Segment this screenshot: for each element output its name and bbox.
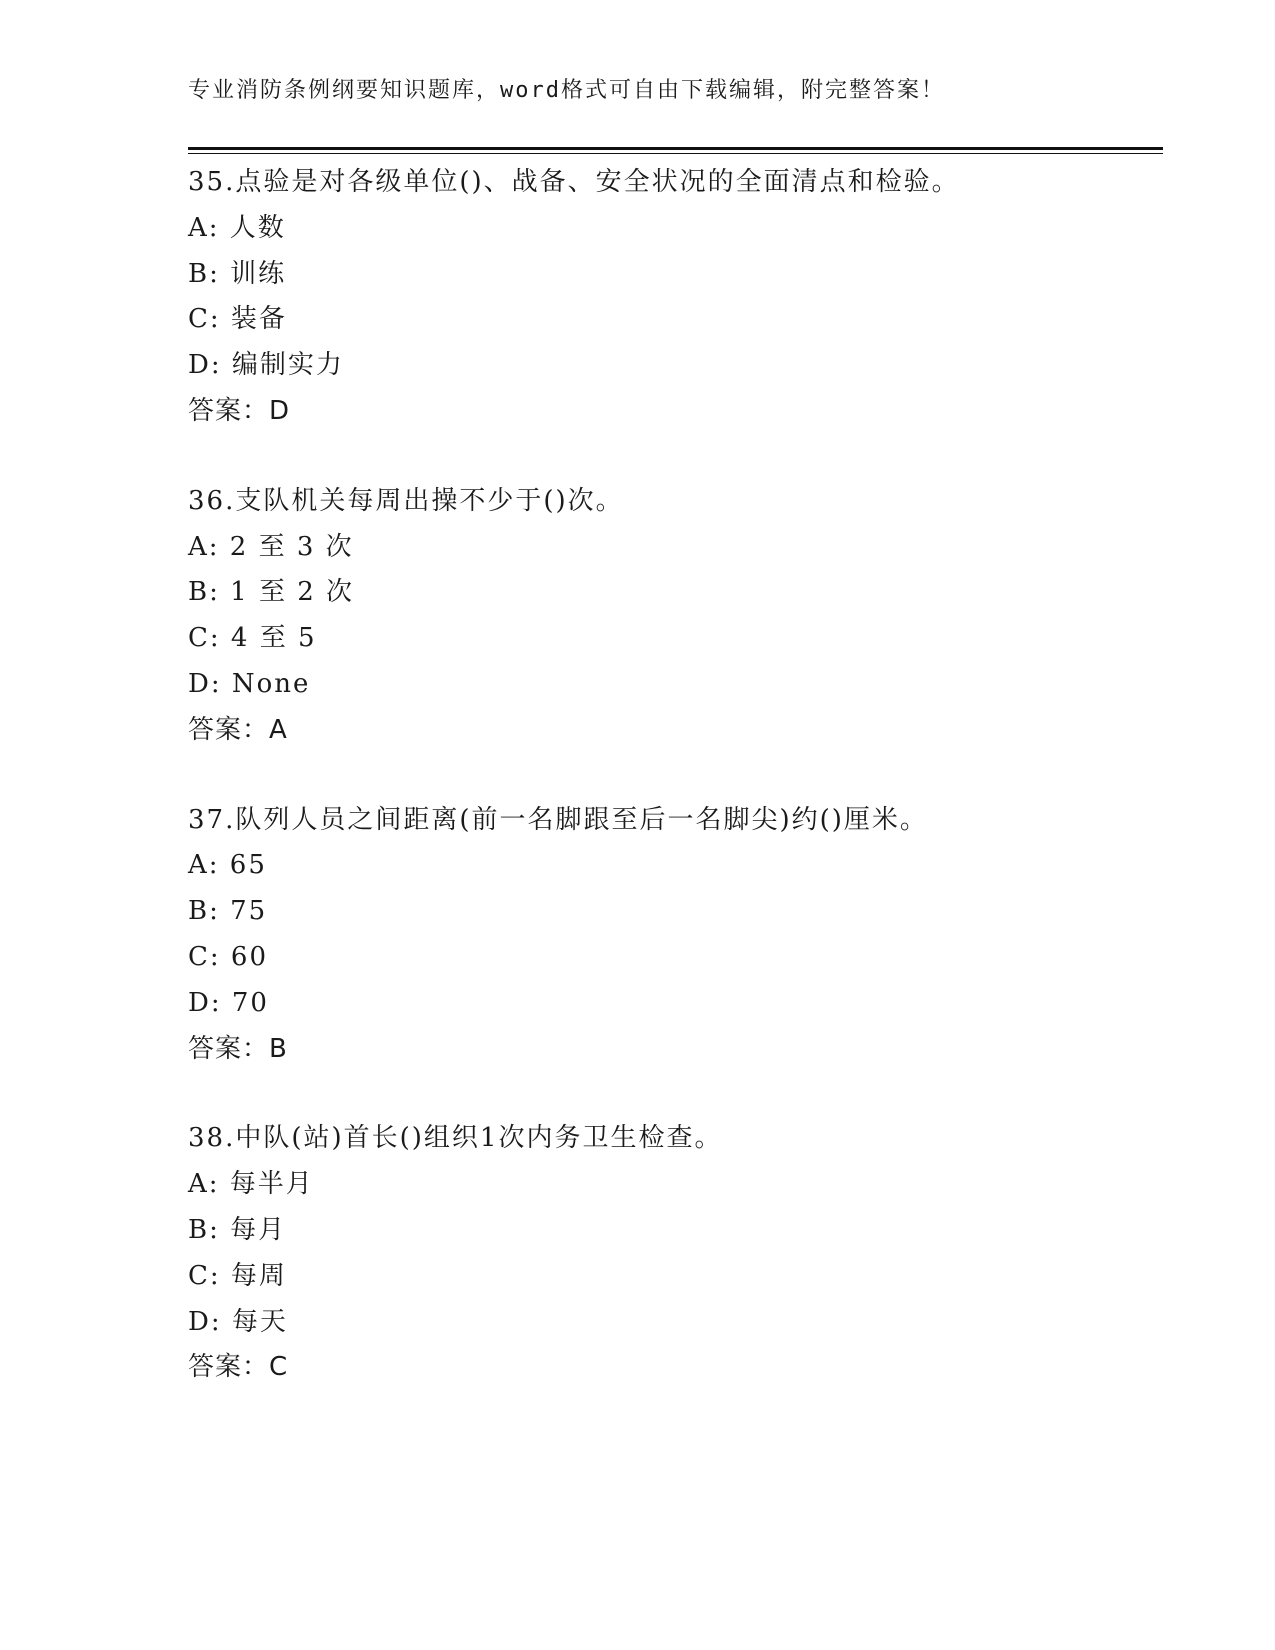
question-stem: 35.点验是对各级单位()、战备、安全状况的全面清点和检验。 — [188, 167, 960, 197]
option-b: B: 75 — [188, 896, 268, 927]
option-d: D: 每天 — [188, 1306, 288, 1337]
option-b: B: 1 至 2 次 — [188, 577, 355, 608]
option-d: D: 70 — [188, 987, 269, 1018]
option-b: B: 训练 — [188, 258, 287, 289]
option-c: C: 每周 — [188, 1260, 287, 1291]
answer-line: 答案：D — [188, 395, 291, 426]
option-c: C: 4 至 5 — [188, 623, 317, 654]
answer-line: 答案：B — [188, 1033, 288, 1064]
option-d: D: None — [188, 668, 311, 699]
question-stem: 38.中队(站)首长()组织1次内务卫生检查。 — [188, 1123, 723, 1154]
option-a: A: 人数 — [188, 212, 286, 243]
answer-line: 答案：C — [188, 1352, 289, 1383]
option-c: C: 装备 — [188, 304, 287, 335]
header-divider-thin — [188, 153, 1163, 154]
question-36 — [188, 479, 1163, 754]
option-d: D: 编制实力 — [188, 350, 344, 381]
question-list — [188, 160, 1163, 1435]
question-35 — [188, 160, 1163, 435]
answer-line: 答案：A — [188, 714, 288, 745]
option-a: A: 2 至 3 次 — [188, 531, 354, 562]
question-38 — [188, 1116, 1163, 1391]
question-stem: 37.队列人员之间距离(前一名脚跟至后一名脚尖)约()厘米。 — [188, 804, 928, 835]
header-divider-thick — [188, 147, 1163, 150]
question-stem: 36.支队机关每周出操不少于()次。 — [188, 485, 624, 516]
option-b: B: 每月 — [188, 1214, 287, 1245]
header-note: 专业消防条例纲要知识题库，word格式可自由下载编辑，附完整答案！ — [188, 78, 945, 103]
option-c: C: 60 — [188, 941, 269, 972]
option-a: A: 每半月 — [188, 1169, 314, 1200]
option-a: A: 65 — [188, 850, 267, 881]
question-37 — [188, 798, 1163, 1073]
